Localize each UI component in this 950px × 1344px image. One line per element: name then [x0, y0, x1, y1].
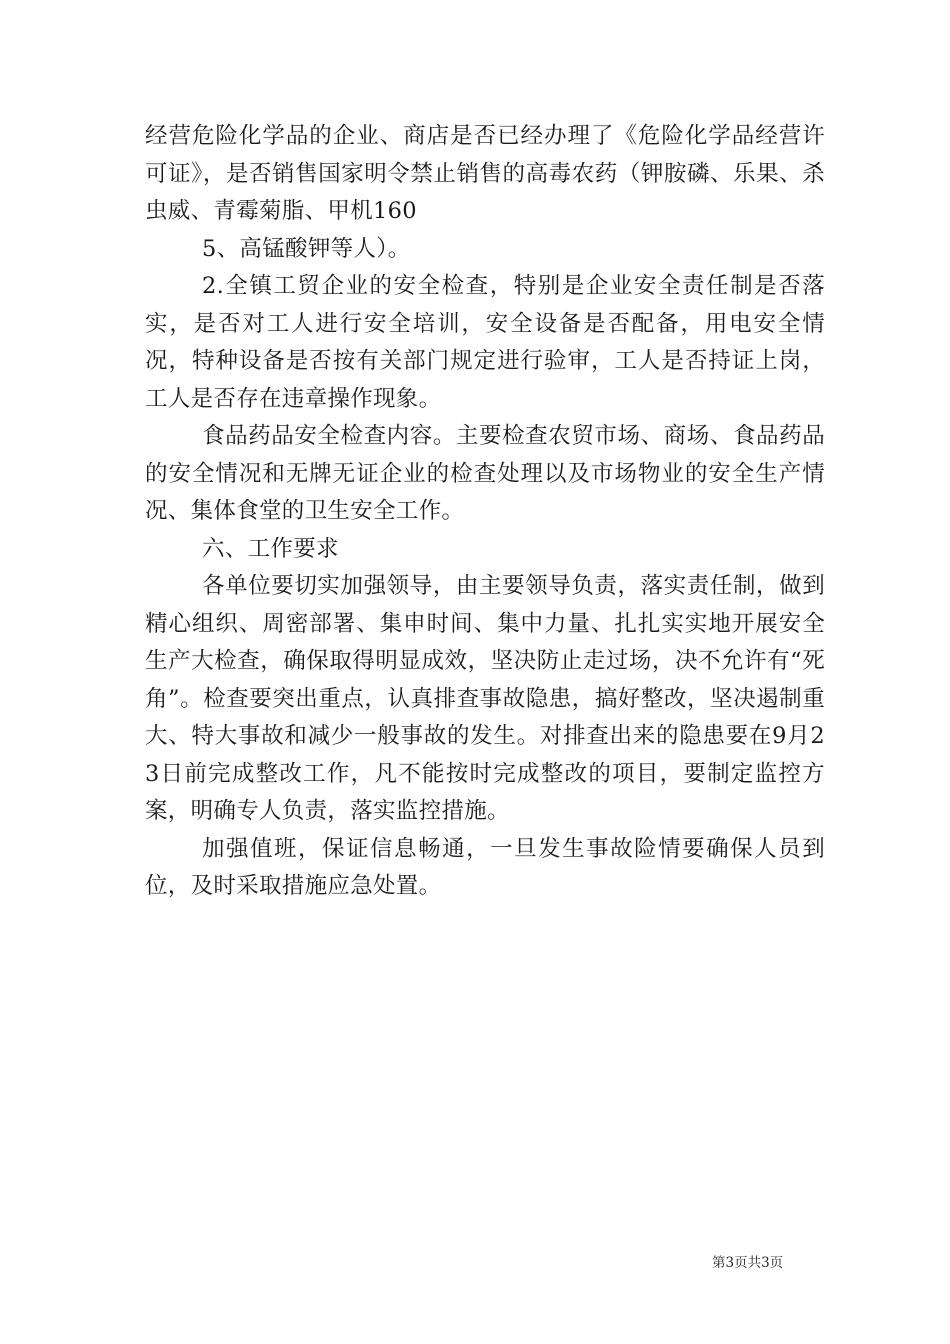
- page-number-label: 第3页共3页: [712, 1255, 784, 1271]
- page-number-footer: [712, 1251, 783, 1271]
- paragraph-4: 食品药品安全检查内容。主要检查农贸市场、商场、食品药品的安全情况和无牌无证企业的检查处理以及市场物业的安全生产情况、集体食堂的卫生安全工作。: [145, 423, 825, 524]
- paragraph-6: 各单位要切实加强领导，由主要领导负责，落实责任制，做到精心组织、周密部署、集申时间、集中力量、扎扎实实地开展安全生产大检查，确保取得明显成效，坚决防止走过场，决不允许有“死角”。检查要突出重点，认真排查事故隐患，搞好整改，坚决遏制重大、特大事故和减少一般事故的发生。对排查出来的隐患要在9月23日前完成整改工作，凡不能按时完成整改的项目，要制定监控方案，明确专人负责，落实监控措施。: [145, 573, 825, 824]
- paragraph-2: 5、高锰酸钾等人）。: [202, 235, 411, 262]
- section-heading: 六、工作要求: [202, 535, 339, 562]
- paragraph-3: 2.全镇工贸企业的安全检查，特别是企业安全责任制是否落实，是否对工人进行安全培训，安全设备是否配备，用电安全情况，特种设备是否按有关部门规定进行验审，工人是否持证上岗，工人是否存在违章操作现象。: [145, 273, 825, 412]
- paragraph-1: 经营危险化学品的企业、商店是否已经办理了《危险化学品经营许可证》，是否销售国家明令禁止销售的高毒农药（钾胺磷、乐果、杀虫威、青霉菊脂、甲机160: [145, 123, 825, 224]
- paragraph-7: 加强值班，保证信息畅通，一旦发生事故险情要确保人员到位，及时采取措施应急处置。: [145, 835, 825, 899]
- document-body: [145, 118, 825, 906]
